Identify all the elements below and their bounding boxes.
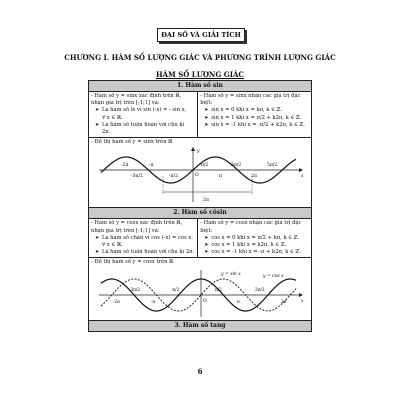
summary-title: HÀM SỐ LƯỢNG GIÁC: [155, 70, 244, 79]
text-line: Là hàm số lẻ vì sin (-x) = - sin x,: [102, 107, 187, 114]
sin-curve-label: y = sin x: [221, 271, 241, 277]
list-item: [91, 107, 195, 114]
origin-label: O: [203, 298, 207, 304]
text-line: biệt:: [200, 100, 213, 107]
cos-right-cell: [198, 219, 312, 258]
list-item: [200, 235, 309, 242]
list-item: [200, 122, 309, 129]
tick-label: 2π: [281, 298, 287, 304]
text-line: cos x = 0 khi x = π/2 + kπ, k ∈ ℤ.: [211, 234, 300, 241]
bullet-icon: ➤: [95, 121, 100, 128]
graph-title: - Đồ thị hàm số y = cosx trên ℝ: [91, 259, 174, 266]
bullet-icon: ➤: [204, 121, 209, 128]
text-line: cos x = -1 khi x = -π + k2π, k ∈ ℤ.: [211, 249, 301, 256]
tick-label: 2π: [251, 174, 257, 180]
text-line: nhận giá trị trên [-1;1] và:: [91, 100, 160, 107]
tick-label: π: [237, 298, 240, 304]
cos-curve-label: y = cos x: [263, 273, 284, 279]
summary-table: [88, 80, 312, 332]
x-axis-arrow-icon: [299, 293, 303, 297]
tick-label: 3π/2: [255, 286, 265, 292]
tick-label: -2π: [113, 298, 120, 304]
y-axis-label: y: [197, 149, 200, 155]
tick-label: 3π/2: [231, 163, 242, 169]
topic-title: ĐẠI SỐ VÀ GIẢI TÍCH: [157, 28, 245, 42]
text-line: - Hàm số y = sinx xác định trên ℝ,: [91, 93, 182, 99]
bullet-icon: ➤: [204, 107, 209, 114]
bullet-icon: ➤: [204, 114, 209, 121]
tick-label: -3π/2: [129, 286, 140, 292]
tick-label: 5π/2: [267, 163, 278, 169]
tick-label: -π/2: [169, 174, 178, 180]
text-line: Là hàm số tuần hoàn với chu kì 2π.: [102, 249, 195, 256]
list-item: [91, 122, 195, 129]
cos-graph-cell: [89, 258, 312, 320]
y-axis-arrow-icon: [191, 147, 195, 151]
x-axis-label: x: [301, 298, 304, 304]
text-line: nhận giá trị trên [-1;1] và:: [91, 227, 160, 234]
tick-label: -π/2: [171, 286, 180, 292]
sin-graph: [91, 146, 309, 206]
text-line: sin x = 1 khi x = π/2 + k2π, k ∈ ℤ.: [211, 114, 302, 121]
cos-properties-row: [89, 219, 312, 258]
text-line: sin x = 0 khi x = kπ, k ∈ ℤ.: [211, 107, 283, 114]
tick-label: π: [219, 174, 222, 180]
tick-label: π/2: [201, 163, 209, 169]
tick-label: -π: [149, 163, 154, 169]
cos-graph-row: [89, 258, 312, 320]
text-line: 2π.: [102, 129, 111, 136]
list-item: [91, 249, 195, 256]
list-item: [200, 107, 309, 114]
tick-label: -2π: [121, 163, 129, 169]
section-heading-tan: 3. Hàm số tang: [89, 320, 312, 331]
sin-graph-cell: [89, 138, 312, 208]
text-line: - Hàm số y = cosx nhận các giá trị đặc: [200, 220, 302, 227]
sin-graph-row: [89, 138, 312, 208]
section-heading-cos: 2. Hàm số côsin: [89, 208, 312, 219]
bullet-icon: ➤: [95, 234, 100, 241]
sin-properties-row: [89, 92, 312, 138]
x-axis-arrow-icon: [299, 168, 303, 172]
page-number: 6: [197, 367, 203, 376]
cos-left-cell: [89, 219, 198, 258]
x-axis-label: x: [301, 174, 304, 180]
list-item: [200, 115, 309, 122]
bullet-icon: ➤: [204, 249, 209, 256]
text-line: sin x = -1 khi x = -π/2 + k2π, k ∈ ℤ.: [211, 121, 305, 128]
chapter-title: CHƯƠNG I. HÀM SỐ LƯỢNG GIÁC VÀ PHƯƠNG TRÌNH LƯỢNG GIÁC: [64, 53, 336, 62]
text-line: Là hàm số tuần hoàn với chu kì: [102, 121, 185, 128]
tick-label: -3π/2: [131, 174, 143, 180]
cos-graph: [91, 267, 309, 319]
text-line: ∀ x ∈ ℝ.: [102, 114, 123, 121]
bullet-icon: ➤: [204, 242, 209, 249]
bullet-icon: ➤: [204, 234, 209, 241]
sin-right-cell: [198, 92, 312, 138]
text-line: cos x = 1 khi x = k2π, k ∈ ℤ.: [211, 242, 287, 249]
section-heading-sin: 1. Hàm số sin: [89, 81, 312, 92]
sin-left-cell: [89, 92, 198, 138]
graph-title: - Đồ thị hàm số y = sinx trên ℝ: [91, 139, 173, 146]
text-line: Là hàm số chẵn vì cos (-x) = cos x.: [102, 234, 193, 241]
text-line: - Hàm số y = cosx xác định trên ℝ,: [91, 220, 183, 227]
text-line: - Hàm số y = sinx nhận các giá trị đặc: [200, 93, 301, 99]
origin-label: O: [195, 173, 199, 179]
bullet-icon: ➤: [95, 249, 100, 256]
list-item: [200, 242, 309, 249]
list-item: [91, 235, 195, 242]
text-line: biệt:: [200, 227, 213, 234]
tick-label: -π: [151, 298, 156, 304]
tick-label: π/2: [215, 286, 222, 292]
list-item: [200, 249, 309, 256]
bullet-icon: ➤: [95, 107, 100, 114]
text-line: ∀ x ∈ ℝ.: [102, 242, 123, 249]
period-label: 2π: [203, 198, 209, 204]
